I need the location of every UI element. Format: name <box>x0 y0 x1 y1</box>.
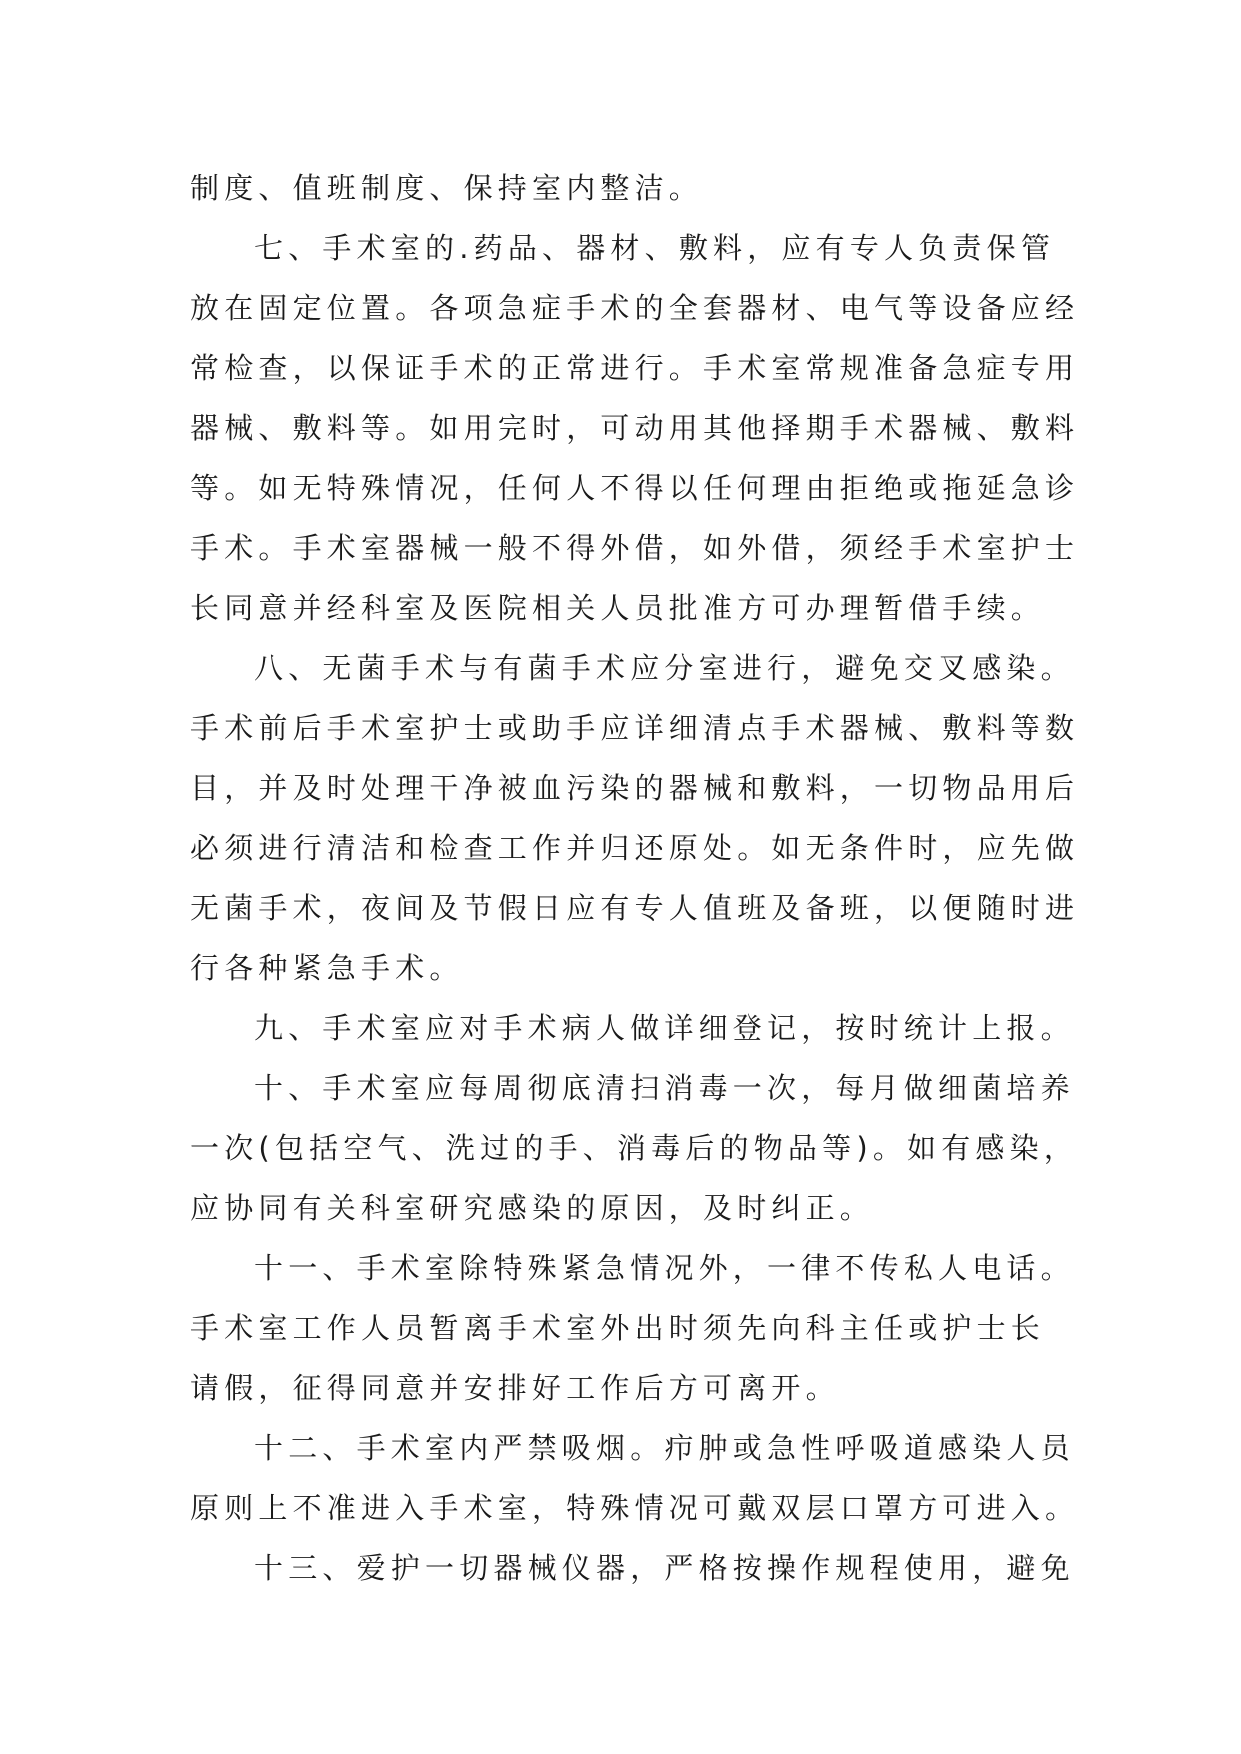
text-line: 常检查，以保证手术的正常进行。手术室常规准备急症专用 <box>190 351 1080 385</box>
text-line: 应协同有关科室研究感染的原因，及时纠正。 <box>190 1191 875 1225</box>
text-line: 制度、值班制度、保持室内整洁。 <box>190 171 704 205</box>
paragraph-8-start: 八、无菌手术与有菌手术应分室进行，避免交叉感染。 <box>254 651 1075 685</box>
text-line: 长同意并经科室及医院相关人员批准方可办理暂借手续。 <box>190 591 1046 625</box>
paragraph-9-start: 九、手术室应对手术病人做详细登记，按时统计上报。 <box>254 1011 1075 1045</box>
text-line: 无菌手术，夜间及节假日应有专人值班及备班，以便随时进 <box>190 891 1080 925</box>
paragraph-10-start: 十、手术室应每周彻底清扫消毒一次，每月做细菌培养 <box>254 1071 1075 1105</box>
text-line: 原则上不准进入手术室，特殊情况可戴双层口罩方可进入。 <box>190 1491 1080 1525</box>
text-line: 行各种紧急手术。 <box>190 951 464 985</box>
paragraph-13-start: 十三、爱护一切器械仪器，严格按操作规程使用，避免 <box>254 1551 1075 1585</box>
text-line: 手术前后手术室护士或助手应详细清点手术器械、敷料等数 <box>190 711 1080 745</box>
text-line: 等。如无特殊情况，任何人不得以任何理由拒绝或拖延急诊 <box>190 471 1080 505</box>
text-line: 手术室工作人员暂离手术室外出时须先向科主任或护士长 <box>190 1311 1046 1345</box>
text-line: 手术。手术室器械一般不得外借，如外借，须经手术室护士 <box>190 531 1080 565</box>
text-line: 必须进行清洁和检查工作并归还原处。如无条件时，应先做 <box>190 831 1080 865</box>
text-line: 目，并及时处理干净被血污染的器械和敷料，一切物品用后 <box>190 771 1080 805</box>
body-text <box>190 158 1080 1598</box>
paragraph-12-start: 十二、手术室内严禁吸烟。疖肿或急性呼吸道感染人员 <box>254 1431 1075 1465</box>
text-line: 器械、敷料等。如用完时，可动用其他择期手术器械、敷料 <box>190 411 1080 445</box>
text-line: 放在固定位置。各项急症手术的全套器材、电气等设备应经 <box>190 291 1080 325</box>
paragraph-11-start: 十一、手术室除特殊紧急情况外，一律不传私人电话。 <box>254 1251 1075 1285</box>
text-line: 请假，征得同意并安排好工作后方可离开。 <box>190 1371 840 1405</box>
paragraph-7-start: 七、手术室的.药品、器材、敷料，应有专人负责保管 <box>254 231 1056 265</box>
text-line: 一次(包括空气、洗过的手、消毒后的物品等)。如有感染， <box>190 1131 1079 1165</box>
